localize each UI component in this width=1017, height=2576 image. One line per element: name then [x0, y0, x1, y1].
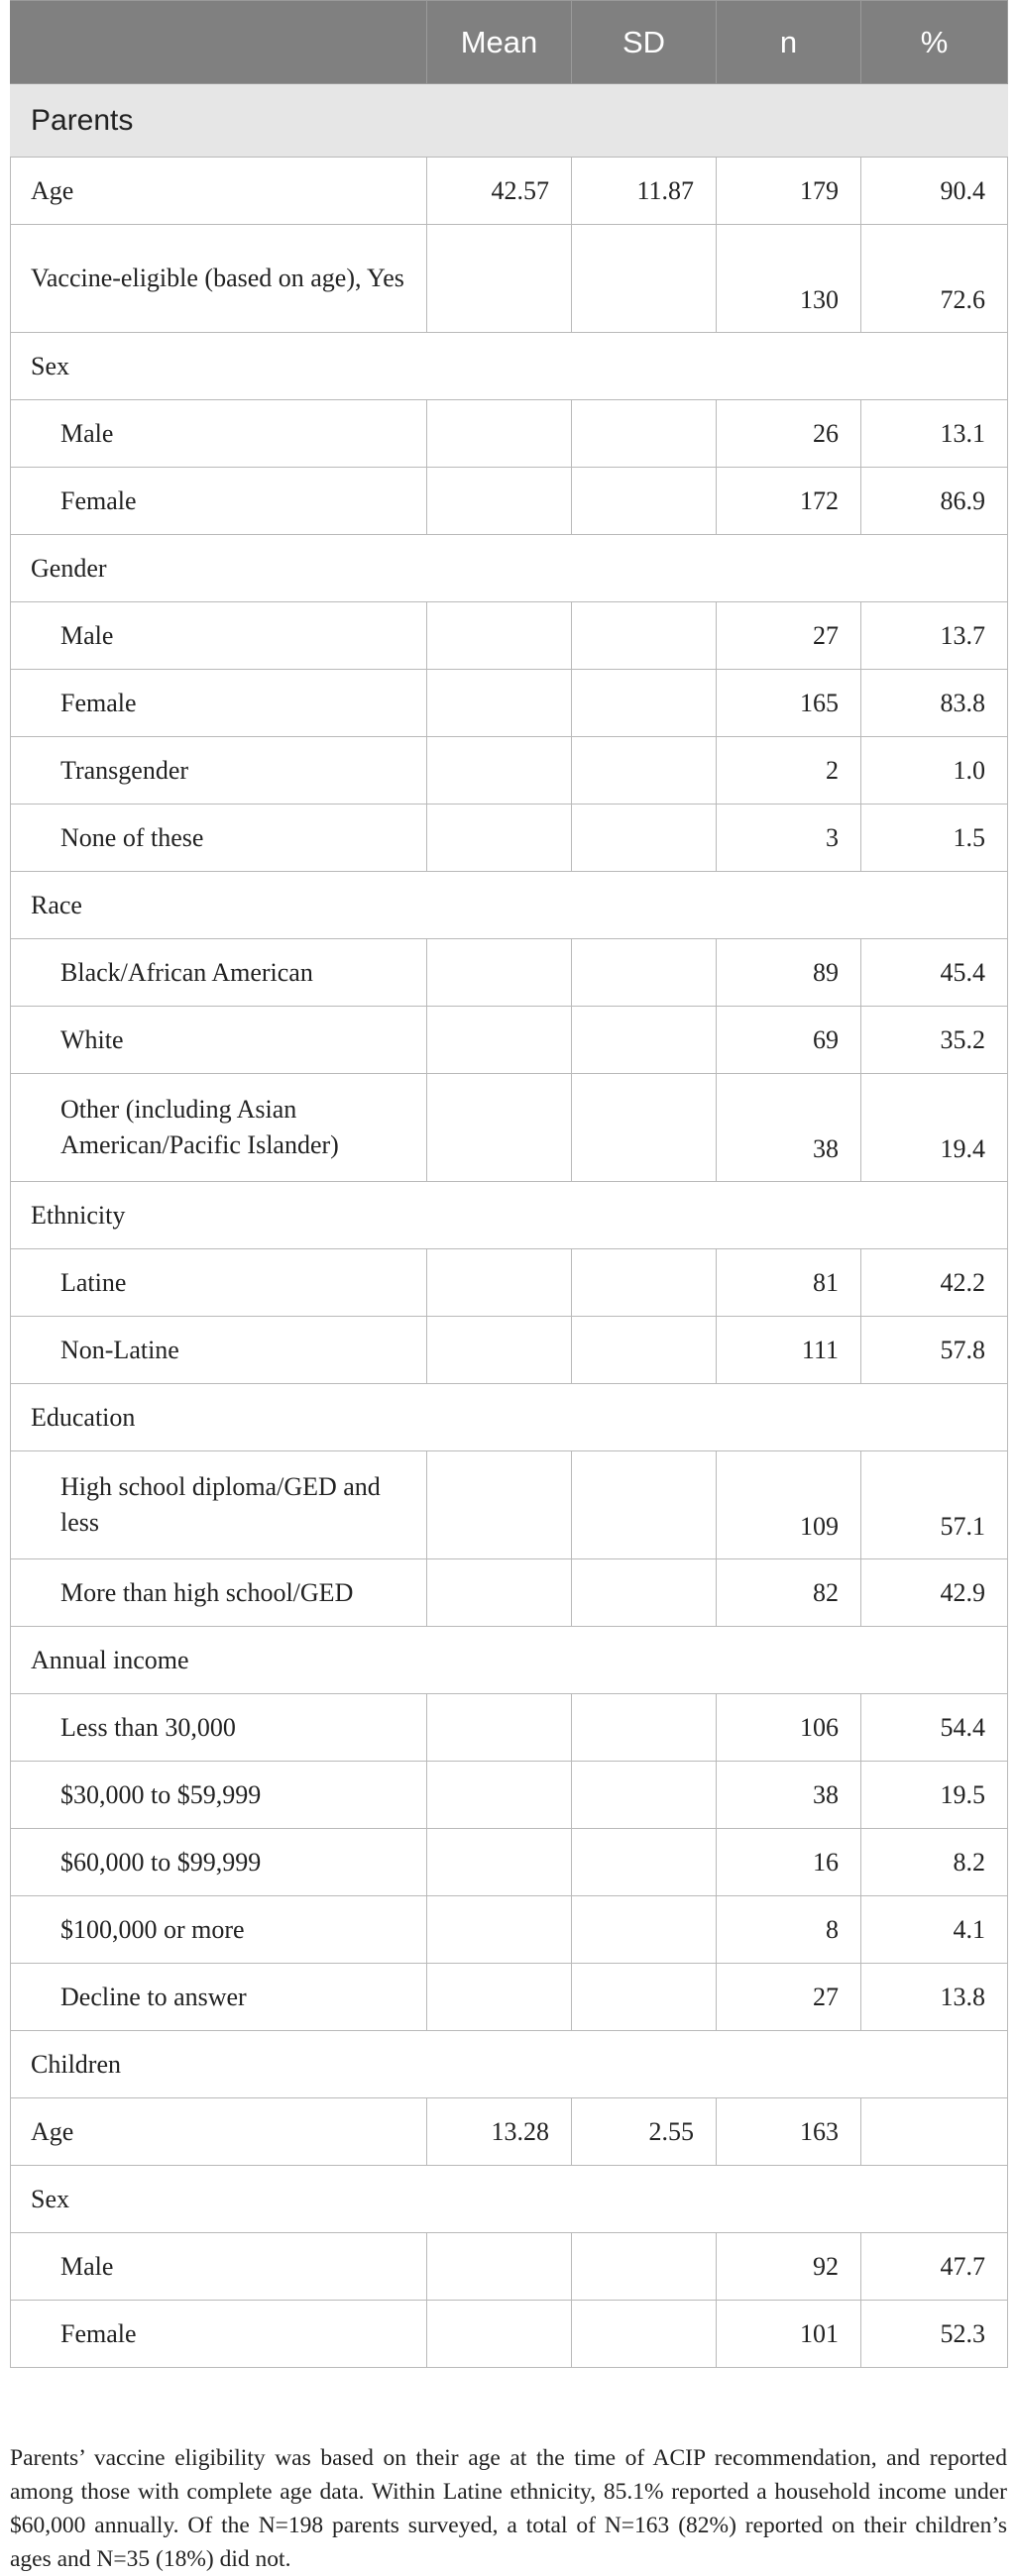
cell-n: 165 [717, 670, 861, 737]
cell-n: 163 [717, 2098, 861, 2166]
table-row [11, 939, 1008, 1007]
cell-n: 38 [717, 1762, 861, 1829]
cell-sd [572, 2233, 717, 2301]
cell-mean [427, 602, 572, 670]
cell-sd [572, 1451, 717, 1559]
table-body [11, 84, 1008, 2368]
row-label: White [11, 1007, 427, 1074]
section-title: Parents [11, 84, 1008, 158]
cell-mean [427, 1074, 572, 1182]
demographics-table-container [10, 0, 1007, 2368]
group-title: Children [11, 2031, 1008, 2098]
cell-sd [572, 1007, 717, 1074]
cell-sd [572, 225, 717, 333]
cell-n: 69 [717, 1007, 861, 1074]
table-row [11, 670, 1008, 737]
cell-n: 8 [717, 1896, 861, 1964]
row-label: $100,000 or more [11, 1896, 427, 1964]
cell-n: 130 [717, 225, 861, 333]
cell-percent: 13.7 [861, 602, 1008, 670]
cell-n: 82 [717, 1559, 861, 1627]
cell-n: 16 [717, 1829, 861, 1896]
row-label: High school diploma/GED and less [11, 1451, 427, 1559]
row-label: Transgender [11, 737, 427, 805]
cell-sd [572, 1829, 717, 1896]
cell-sd [572, 1896, 717, 1964]
row-label: Male [11, 400, 427, 468]
cell-percent: 42.2 [861, 1249, 1008, 1317]
cell-percent: 47.7 [861, 2233, 1008, 2301]
table-row [11, 1762, 1008, 1829]
cell-percent: 1.0 [861, 737, 1008, 805]
cell-percent: 57.8 [861, 1317, 1008, 1384]
cell-sd [572, 939, 717, 1007]
row-label: $30,000 to $59,999 [11, 1762, 427, 1829]
cell-mean [427, 1317, 572, 1384]
table-row [11, 737, 1008, 805]
cell-mean [427, 1249, 572, 1317]
table-row [11, 2301, 1008, 2368]
row-label: Latine [11, 1249, 427, 1317]
cell-mean: 42.57 [427, 158, 572, 225]
table-row [11, 400, 1008, 468]
table-row [11, 1317, 1008, 1384]
table-row [11, 1964, 1008, 2031]
cell-percent: 83.8 [861, 670, 1008, 737]
cell-mean [427, 1559, 572, 1627]
row-label: None of these [11, 805, 427, 872]
row-label: Female [11, 670, 427, 737]
table-footnote: Parents’ vaccine eligibility was based on their age at the time of ACIP recommendation, and reported among those with complete age data. Within Latine ethnicity, 85.1% reported a household income under $60,000 annually. Of the N=198 parents surveyed, a total of N=163 (82%) reported on their children’s ages and N=35 (18%) did not. [10, 2444, 1007, 2572]
table-row [11, 602, 1008, 670]
cell-n: 81 [717, 1249, 861, 1317]
cell-sd [572, 1694, 717, 1762]
cell-percent: 35.2 [861, 1007, 1008, 1074]
group-title: Annual income [11, 1627, 1008, 1694]
cell-mean [427, 1007, 572, 1074]
table-row [11, 1829, 1008, 1896]
row-label: Other (including Asian American/Pacific Islander) [11, 1074, 427, 1182]
cell-percent: 45.4 [861, 939, 1008, 1007]
group-header-row [11, 2031, 1008, 2098]
cell-n: 27 [717, 1964, 861, 2031]
cell-mean [427, 400, 572, 468]
cell-n: 109 [717, 1451, 861, 1559]
cell-sd [572, 602, 717, 670]
row-label: Less than 30,000 [11, 1694, 427, 1762]
cell-sd [572, 468, 717, 535]
row-label: Male [11, 602, 427, 670]
header-label [11, 1, 427, 84]
group-header-row [11, 1384, 1008, 1451]
cell-n: 92 [717, 2233, 861, 2301]
cell-sd [572, 1074, 717, 1182]
cell-percent: 13.8 [861, 1964, 1008, 2031]
cell-n: 179 [717, 158, 861, 225]
cell-percent: 54.4 [861, 1694, 1008, 1762]
row-label: Age [11, 158, 427, 225]
cell-percent: 57.1 [861, 1451, 1008, 1559]
group-title: Sex [11, 333, 1008, 400]
cell-percent [861, 2098, 1008, 2166]
group-title: Race [11, 872, 1008, 939]
table-row [11, 1074, 1008, 1182]
header-percent: % [861, 1, 1008, 84]
header-row [11, 1, 1008, 84]
cell-percent: 19.4 [861, 1074, 1008, 1182]
cell-mean [427, 805, 572, 872]
cell-n: 101 [717, 2301, 861, 2368]
row-label: Female [11, 2301, 427, 2368]
row-label: More than high school/GED [11, 1559, 427, 1627]
cell-n: 27 [717, 602, 861, 670]
row-label: Non-Latine [11, 1317, 427, 1384]
group-title: Ethnicity [11, 1182, 1008, 1249]
cell-percent: 90.4 [861, 158, 1008, 225]
cell-n: 89 [717, 939, 861, 1007]
header-mean: Mean [427, 1, 572, 84]
cell-mean [427, 670, 572, 737]
cell-n: 106 [717, 1694, 861, 1762]
table-row [11, 1249, 1008, 1317]
cell-mean [427, 737, 572, 805]
cell-mean [427, 2301, 572, 2368]
table-row [11, 158, 1008, 225]
row-label: Male [11, 2233, 427, 2301]
cell-n: 38 [717, 1074, 861, 1182]
cell-n: 3 [717, 805, 861, 872]
cell-percent: 86.9 [861, 468, 1008, 535]
table-row [11, 1007, 1008, 1074]
cell-mean [427, 939, 572, 1007]
table-row [11, 2233, 1008, 2301]
table-row [11, 1694, 1008, 1762]
cell-sd: 11.87 [572, 158, 717, 225]
table-row [11, 2098, 1008, 2166]
group-title: Sex [11, 2166, 1008, 2233]
row-label: Decline to answer [11, 1964, 427, 2031]
cell-percent: 4.1 [861, 1896, 1008, 1964]
cell-n: 2 [717, 737, 861, 805]
header-n: n [717, 1, 861, 84]
cell-mean [427, 1964, 572, 2031]
cell-percent: 19.5 [861, 1762, 1008, 1829]
cell-mean [427, 1896, 572, 1964]
cell-n: 26 [717, 400, 861, 468]
cell-percent: 42.9 [861, 1559, 1008, 1627]
cell-mean [427, 1829, 572, 1896]
cell-percent: 52.3 [861, 2301, 1008, 2368]
table-row [11, 1896, 1008, 1964]
cell-sd [572, 805, 717, 872]
table-row [11, 1451, 1008, 1559]
table-row [11, 1559, 1008, 1627]
cell-percent: 72.6 [861, 225, 1008, 333]
table-row [11, 805, 1008, 872]
cell-sd [572, 2301, 717, 2368]
row-label: $60,000 to $99,999 [11, 1829, 427, 1896]
cell-sd [572, 1249, 717, 1317]
cell-mean [427, 1694, 572, 1762]
cell-mean [427, 225, 572, 333]
cell-sd [572, 1964, 717, 2031]
cell-percent: 13.1 [861, 400, 1008, 468]
cell-percent: 8.2 [861, 1829, 1008, 1896]
group-header-row [11, 535, 1008, 602]
table-row [11, 225, 1008, 333]
header-sd: SD [572, 1, 717, 84]
group-header-row [11, 872, 1008, 939]
row-label: Black/African American [11, 939, 427, 1007]
cell-mean [427, 2233, 572, 2301]
cell-mean: 13.28 [427, 2098, 572, 2166]
group-header-row [11, 2166, 1008, 2233]
group-header-row [11, 1627, 1008, 1694]
row-label: Vaccine-eligible (based on age), Yes [11, 225, 427, 333]
row-label: Age [11, 2098, 427, 2166]
cell-mean [427, 468, 572, 535]
cell-sd [572, 737, 717, 805]
cell-sd [572, 1559, 717, 1627]
cell-sd [572, 1317, 717, 1384]
row-label: Female [11, 468, 427, 535]
cell-n: 111 [717, 1317, 861, 1384]
group-header-row [11, 1182, 1008, 1249]
cell-sd [572, 400, 717, 468]
cell-n: 172 [717, 468, 861, 535]
cell-mean [427, 1762, 572, 1829]
cell-sd: 2.55 [572, 2098, 717, 2166]
group-title: Gender [11, 535, 1008, 602]
demographics-table [10, 0, 1008, 2368]
cell-percent: 1.5 [861, 805, 1008, 872]
group-header-row [11, 333, 1008, 400]
cell-sd [572, 1762, 717, 1829]
group-title: Education [11, 1384, 1008, 1451]
cell-mean [427, 1451, 572, 1559]
section-header-row [11, 84, 1008, 158]
cell-sd [572, 670, 717, 737]
table-header [11, 1, 1008, 84]
table-row [11, 468, 1008, 535]
